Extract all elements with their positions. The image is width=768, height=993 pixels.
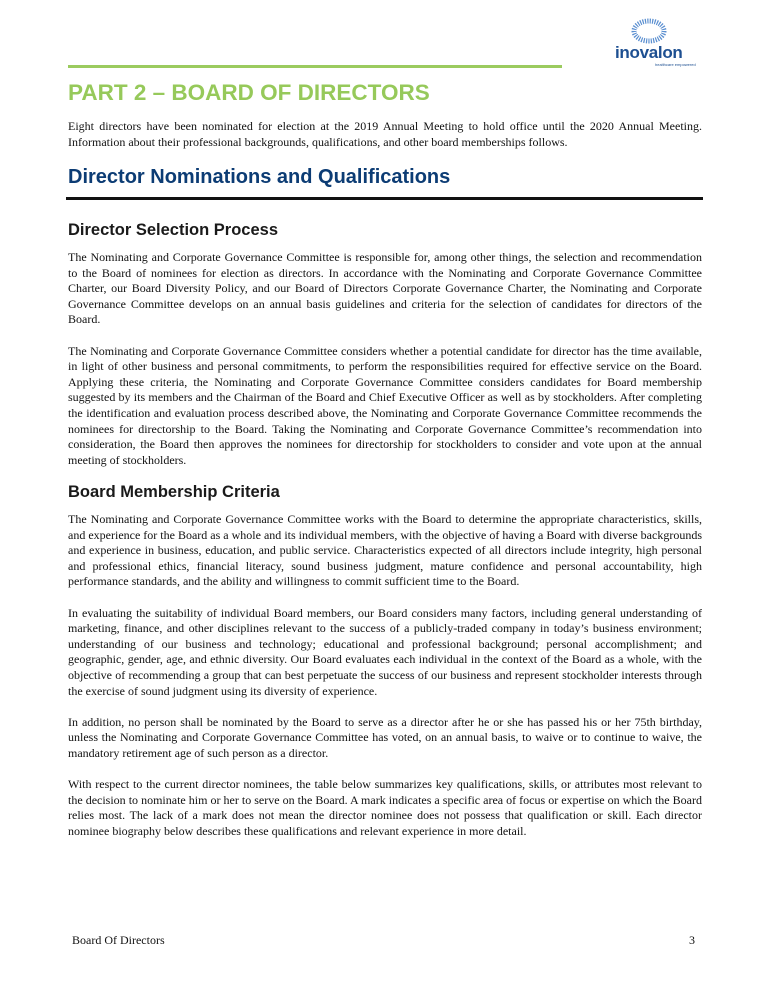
- page-number: 3: [689, 933, 695, 947]
- selection-heading: Director Selection Process: [68, 221, 279, 239]
- page-title: PART 2 – BOARD OF DIRECTORS: [68, 80, 430, 105]
- criteria-paragraph: The Nominating and Corporate Governance Committee works with the Board to determine the appropriate characteristics, skills, and experience for the Board as a whole and its individual members, with the objective of having a Board with diverse backgrounds and experience in business, education, and public service. Characteristics expected of all directors include integrity, high personal and professional ethics, financial literacy, sound business judgment, mature confidence and personal accountability, high performance standards, and the ability and willingness to commit sufficient time to the Board.: [68, 512, 702, 589]
- header-rule: [68, 65, 562, 68]
- intro-paragraph: Eight directors have been nominated for election at the 2019 Annual Meeting to hold office until the 2020 Annual Meeting. Information about their professional backgrounds, qualifications, and other board memberships follows.: [68, 119, 702, 149]
- criteria-paragraph: In addition, no person shall be nominated by the Board to serve as a director after he or she has passed his or her 75th birthday, unless the Nominating and Corporate Governance Committee has voted, on an annual basis, to waive or to continue to waive, the mandatory retirement age of such person as a director.: [68, 714, 702, 760]
- logo-ring-icon: [629, 18, 669, 46]
- logo-tagline: healthcare empowered: [655, 62, 696, 67]
- director-selection-section: [68, 221, 702, 468]
- section-rule: [66, 197, 703, 200]
- membership-criteria-section: [68, 483, 702, 839]
- criteria-paragraph: In evaluating the suitability of individual Board members, our Board considers many factors, including general understanding of marketing, finance, and other disciplines relevant to the success of a publicly-traded company in today’s business environment; understanding of our business and technology; educational and professional background; personal accomplishment; and geographic, gender, age, and ethnic diversity. Our Board evaluates each individual in the context of the Board as a whole, with the objective of recommending a group that can best perpetuate the success of our business and represent stockholder interests through the exercise of sound judgment using its diversity of experience.: [68, 605, 702, 698]
- section-title: Director Nominations and Qualifications: [68, 166, 451, 188]
- criteria-heading: Board Membership Criteria: [68, 483, 280, 501]
- selection-paragraph: The Nominating and Corporate Governance Committee is responsible for, among other things, the selection and recommendation to the Board of nominees for election as directors. In accordance with the Nominating and Corporate Governance Committee Charter, our Board Diversity Policy, and our Board of Directors Corporate Governance Charter, the Nominating and Corporate Governance Committee develops on an annual basis guidelines and criteria for the selection of candidates for directors of the Board.: [68, 250, 702, 327]
- criteria-paragraph: With respect to the current director nominees, the table below summarizes key qualifications, skills, or attributes most relevant to the decision to nominate him or her to serve on the Board. A mark indicates a specific area of focus or expertise on which the Board relies most. The lack of a mark does not mean the director nominee does not possess that qualification or skill. Each director nominee biography below describes these qualifications and relevant experience in more detail.: [68, 777, 702, 838]
- logo-wordmark: inovalon: [615, 43, 683, 62]
- footer-section-label: Board Of Directors: [72, 933, 165, 947]
- selection-paragraph: The Nominating and Corporate Governance Committee considers whether a potential candidate for director has the time available, in light of other business and personal commitments, to perform the responsibilities required for effective service on the Board. Applying these criteria, the Nominating and Corporate Governance Committee considers candidates for Board membership suggested by its members and the Chairman of the Board and Chief Executive Officer as well as by stockholders. After completing the identification and evaluation process described above, the Nominating and Corporate Governance Committee recommends the nominees for directorship to the Board. Taking the Nominating and Corporate Governance Committee’s recommendation into consideration, the Board then approves the nominees for directorship for stockholders to consider and vote upon at the annual meeting of stockholders.: [68, 343, 702, 467]
- inovalon-logo: [615, 18, 705, 68]
